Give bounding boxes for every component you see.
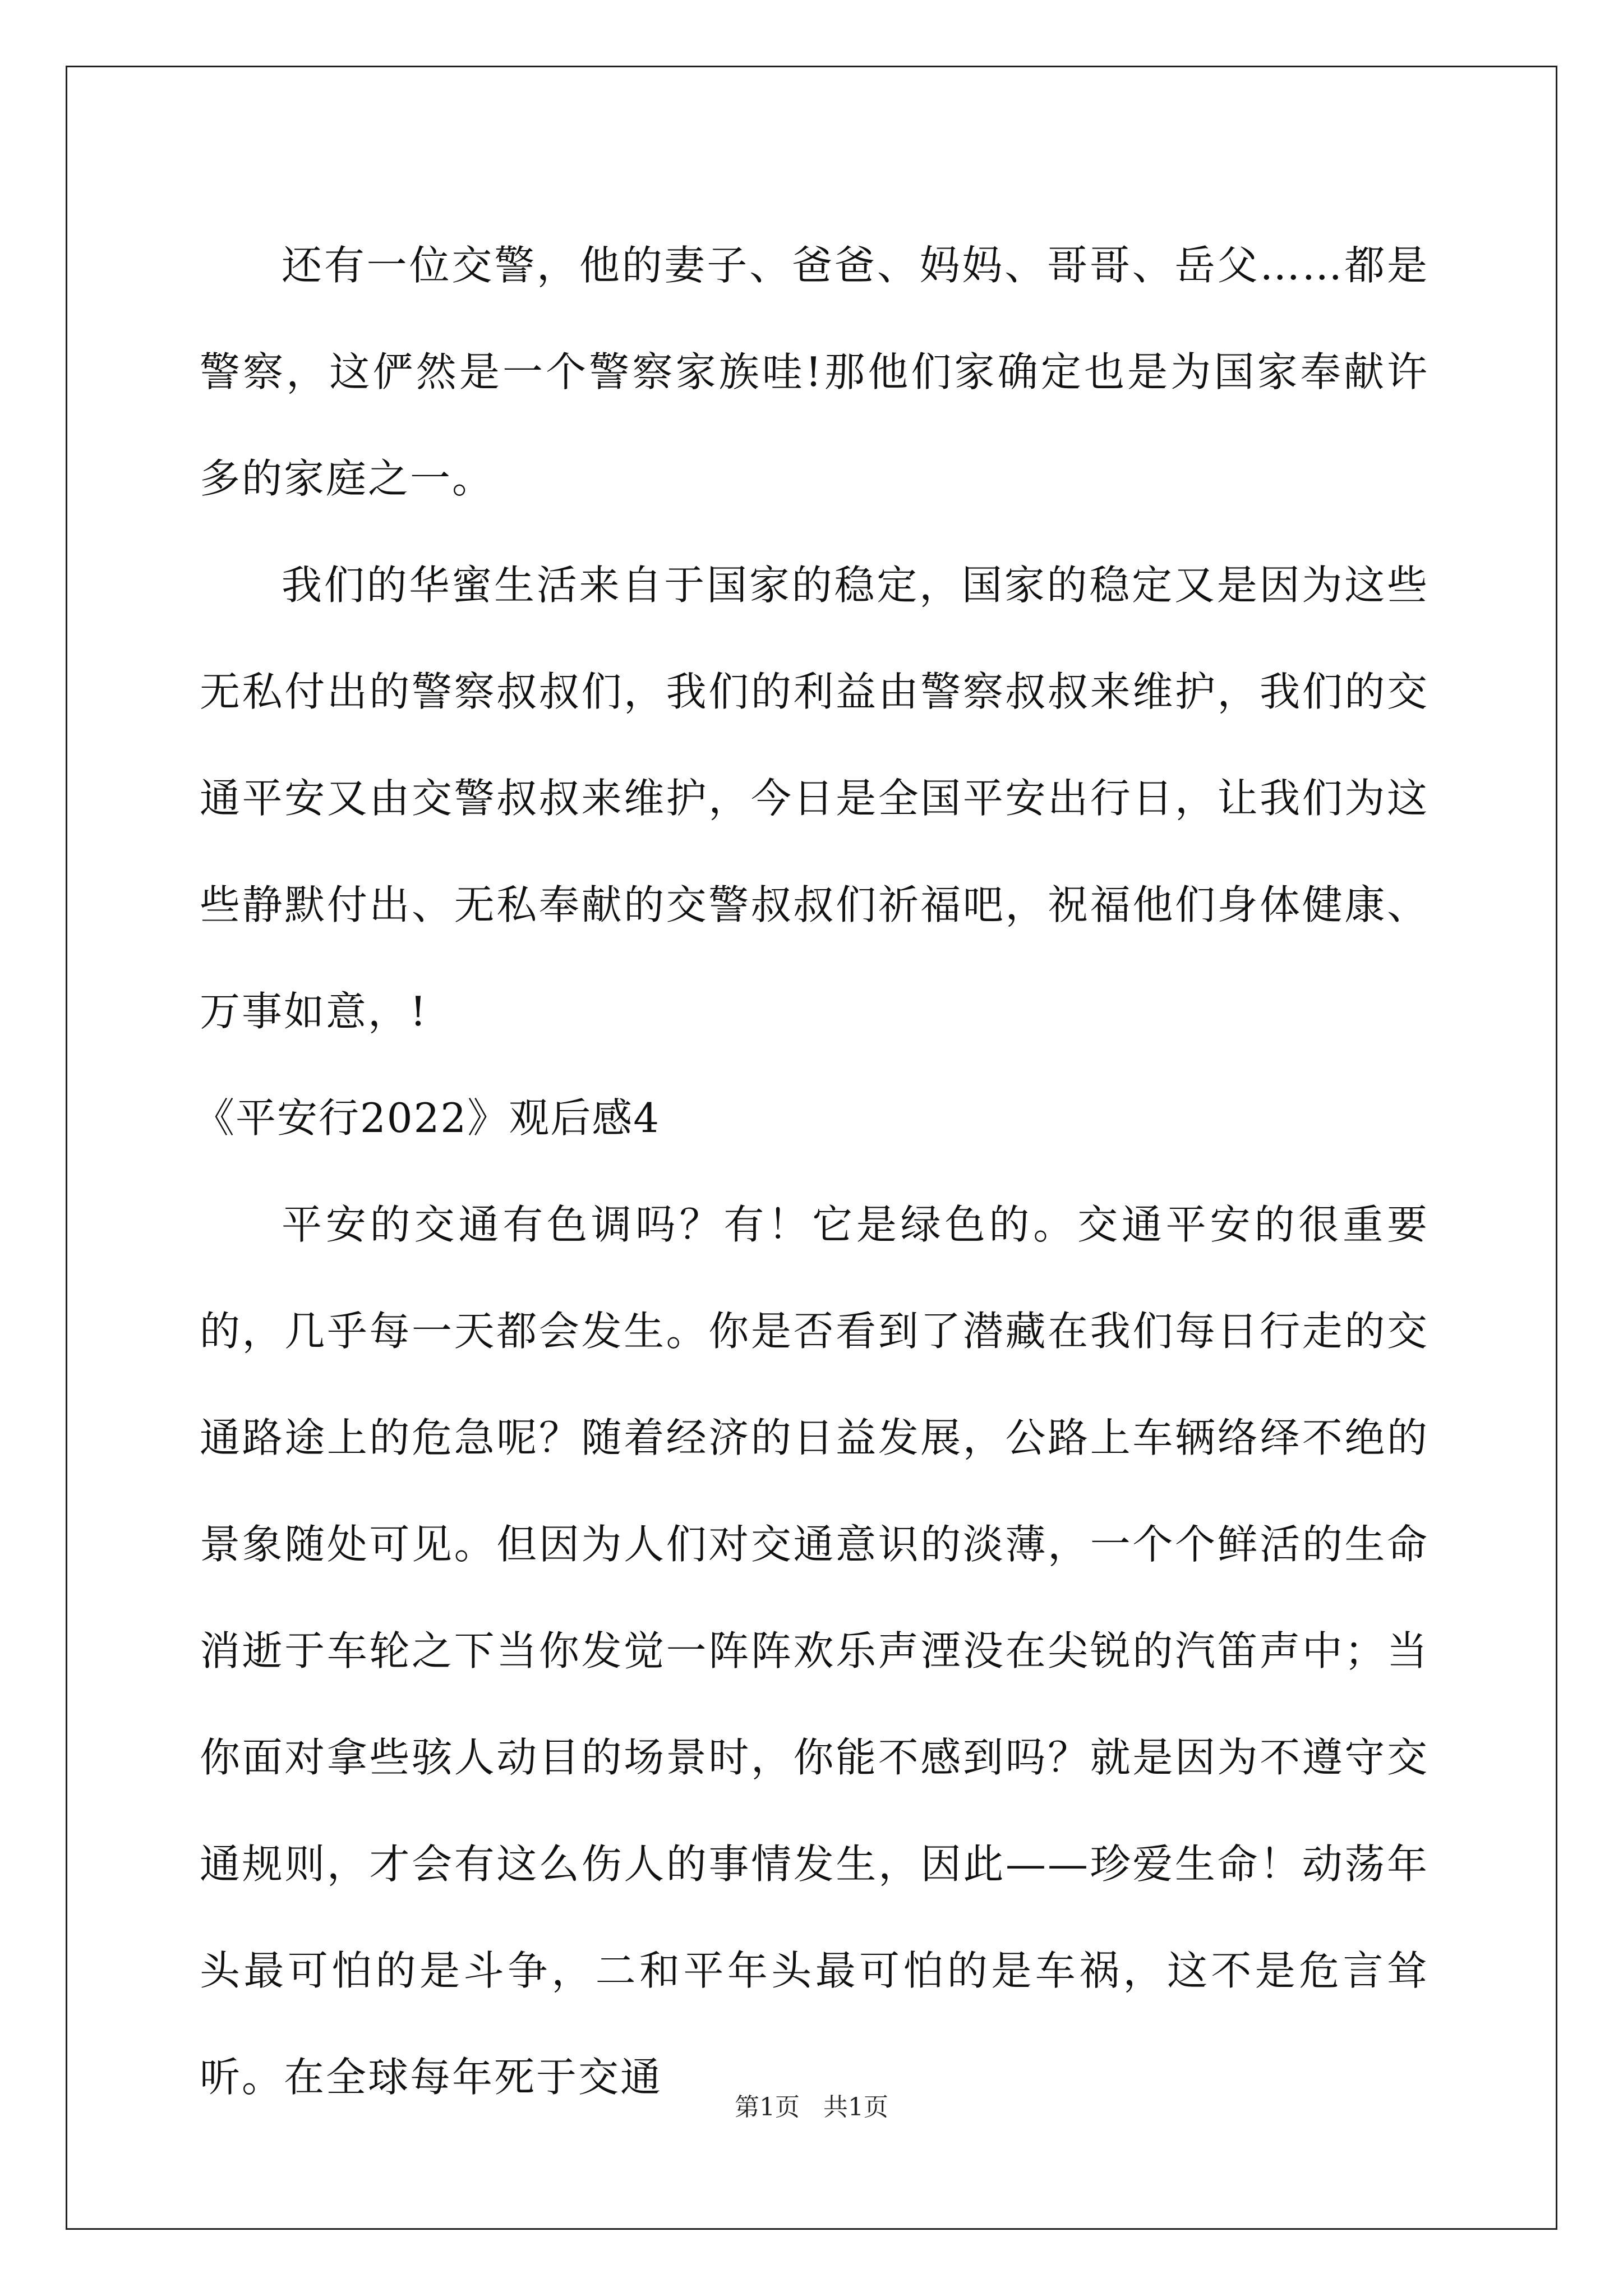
page-number: 第1页	[735, 2093, 800, 2122]
paragraph-traffic-safety: 平安的交通有色调吗？有！它是绿色的。交通平安的很重要的，几乎每一天都会发生。你是否看到了潜藏在我们每日行走的交通路途上的危急呢？随着经济的日益发展，公路上车辆络绎不绝的景象随处可见。但因为人们对交通意识的淡薄，一个个鲜活的生命消逝于车轮之下当你发觉一阵阵欢乐声湮没在尖锐的汽笛声中；当你面对拿些骇人动目的场景时，你能不感到吗？就是因为不遵守交通规则，才会有这么伤人的事情发生，因此——珍爱生命！动荡年头最可怕的是斗争，二和平年头最可怕的是车祸，这不是危言耸听。在全球每年死于交通	[200, 1201, 1429, 2101]
document-body	[194, 212, 1429, 2131]
section-heading: 《平安行2022》观后感4	[194, 1094, 661, 1142]
paragraph-family: 还有一位交警，他的妻子、爸爸、妈妈、哥哥、岳父……都是警察，这俨然是一个警察家族哇!那他们家确定也是为国家奉献许多的家庭之一。	[200, 242, 1429, 502]
page-footer	[0, 2087, 1623, 2123]
paragraph-gratitude: 我们的华蜜生活来自于国家的稳定，国家的稳定又是因为这些无私付出的警察叔叔们，我们的利益由警察叔叔来维护，我们的交通平安又由交警叔叔来维护，今日是全国平安出行日，让我们为这些静默付出、无私奉献的交警叔叔们祈福吧，祝福他们身体健康、万事如意，!	[200, 562, 1429, 1035]
page-total: 共1页	[823, 2093, 888, 2122]
